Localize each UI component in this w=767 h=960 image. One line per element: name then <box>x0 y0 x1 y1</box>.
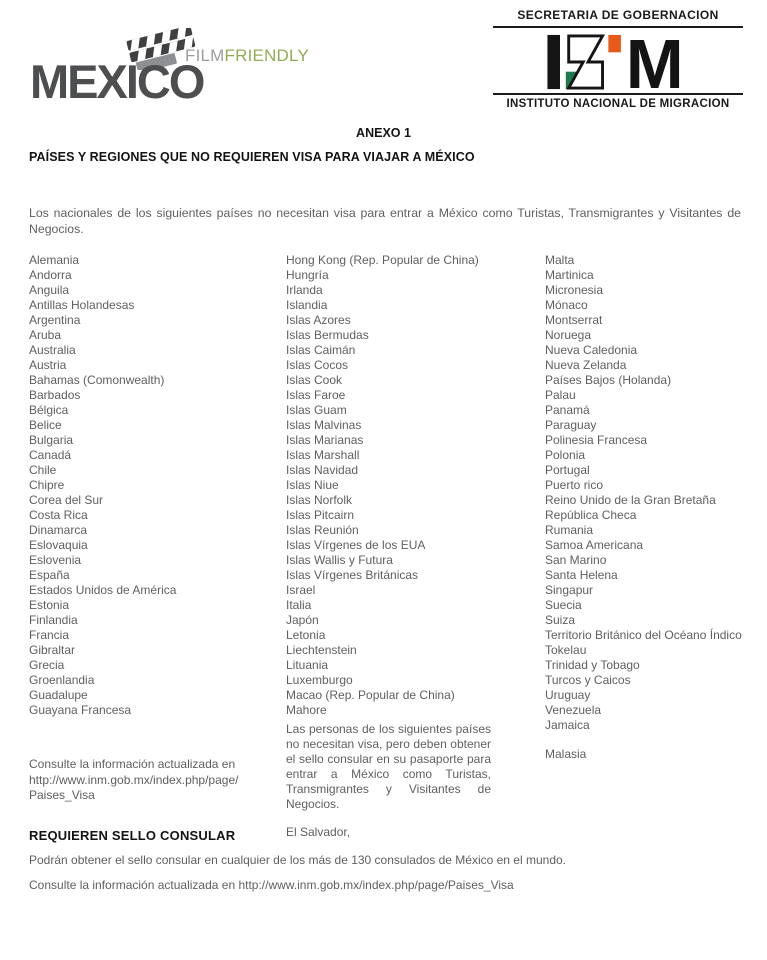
list-item: Islas Reunión <box>286 523 359 537</box>
list-item: Finlandia <box>29 613 78 627</box>
list-item: Eslovaquia <box>29 538 88 552</box>
list-item: Palau <box>545 388 576 402</box>
list-item: Letonia <box>286 628 326 642</box>
list-item: Islas Niue <box>286 478 339 492</box>
list-item: Guayana Francesa <box>29 703 132 717</box>
list-item: Islas Vírgenes de los EUA <box>286 538 426 552</box>
list-item: Noruega <box>545 328 592 342</box>
malasia-item: Malasia <box>545 747 587 761</box>
list-item: Malta <box>545 253 575 267</box>
list-item: Costa Rica <box>29 508 88 522</box>
list-item: Samoa Americana <box>545 538 644 552</box>
list-item: Guadalupe <box>29 688 88 702</box>
list-item: Islas Azores <box>286 313 351 327</box>
consular-stamp-note: Las personas de los siguientes países no necesitan visa, pero deben obtener el sello consular en su pasaporte para entrar a México como Turistas, Transmigrantes y Visitantes de Negocios. <box>286 722 491 811</box>
list-item: Santa Helena <box>545 568 618 582</box>
list-item: Islas Malvinas <box>286 418 362 432</box>
consulates-line: Podrán obtener el sello consular en cualquier de los más de 130 consulados de México en el mundo. <box>29 853 566 867</box>
page-title: ANEXO 1 <box>356 126 411 140</box>
list-item: Islandia <box>286 298 328 312</box>
list-item: Panamá <box>545 403 590 417</box>
list-item: España <box>29 568 70 582</box>
consular-stamp-heading: REQUIEREN SELLO CONSULAR <box>29 828 236 843</box>
filmfriendly-label <box>185 46 309 66</box>
list-item: Antillas Holandesas <box>29 298 135 312</box>
divider-line <box>493 93 743 95</box>
country-column-3 <box>545 253 745 761</box>
film-label: FILM <box>185 46 225 65</box>
list-item: Nueva Caledonia <box>545 343 638 357</box>
list-item: Micronesia <box>545 283 604 297</box>
list-item: Estonia <box>29 598 70 612</box>
list-item: Aruba <box>29 328 62 342</box>
inm-logo <box>543 33 693 91</box>
list-item: Jamaica <box>545 718 590 732</box>
list-item: Trinidad y Tobago <box>545 658 640 672</box>
list-item: Uruguay <box>545 688 591 702</box>
list-item: Anguila <box>29 283 70 297</box>
list-item: Irlanda <box>286 283 323 297</box>
list-item: Islas Caimán <box>286 343 356 357</box>
country-list-3 <box>545 253 745 733</box>
list-item: Japón <box>286 613 319 627</box>
list-item: Venezuela <box>545 703 602 717</box>
list-item: Islas Vírgenes Británicas <box>286 568 419 582</box>
list-item: Grecia <box>29 658 65 672</box>
list-item: Barbados <box>29 388 81 402</box>
list-item: Islas Cook <box>286 373 343 387</box>
list-item: Italia <box>286 598 312 612</box>
list-item: Hong Kong (Rep. Popular de China) <box>286 253 479 267</box>
list-item: Puerto rico <box>545 478 604 492</box>
list-item: Martinica <box>545 268 594 282</box>
el-salvador-item: El Salvador, <box>286 825 351 839</box>
list-item: Islas Bermudas <box>286 328 369 342</box>
list-item: Islas Guam <box>286 403 347 417</box>
list-item: Australia <box>29 343 76 357</box>
list-item: Bélgica <box>29 403 69 417</box>
list-item: Turcos y Caicos <box>545 673 631 687</box>
list-item: Países Bajos (Holanda) <box>545 373 672 387</box>
list-item: Israel <box>286 583 316 597</box>
list-item: Reino Unido de la Gran Bretaña <box>545 493 716 507</box>
list-item: República Checa <box>545 508 637 522</box>
list-item: Suiza <box>545 613 576 627</box>
list-item: Luxemburgo <box>286 673 353 687</box>
list-item: Francia <box>29 628 70 642</box>
list-item: Bulgaria <box>29 433 74 447</box>
filmfriendly-mexico-logo <box>30 28 309 108</box>
list-item: Gibraltar <box>29 643 76 657</box>
list-item: Hungría <box>286 268 329 282</box>
list-item: Liechtenstein <box>286 643 357 657</box>
list-item: Polinesia Francesa <box>545 433 648 447</box>
inm-header <box>493 8 743 110</box>
list-item: Lituania <box>286 658 329 672</box>
country-column-2 <box>286 253 545 839</box>
list-item: Montserrat <box>545 313 603 327</box>
list-item: Islas Marianas <box>286 433 364 447</box>
list-item: Chile <box>29 463 57 477</box>
list-item: Islas Faroe <box>286 388 346 402</box>
friendly-label: FRIENDLY <box>224 46 309 65</box>
list-item: Bahamas (Comonwealth) <box>29 373 165 387</box>
list-item: Islas Pitcairn <box>286 508 355 522</box>
list-item: Mónaco <box>545 298 588 312</box>
list-item: Singapur <box>545 583 594 597</box>
list-item: Argentina <box>29 313 81 327</box>
list-item: Islas Norfolk <box>286 493 353 507</box>
list-item: Territorio Británico del Océano Índico <box>545 628 742 642</box>
list-item: Islas Cocos <box>286 358 349 372</box>
list-item: Islas Marshall <box>286 448 360 462</box>
update-note-footer: Consulte la información actualizada en http://www.inm.gob.mx/index.php/page/Paises_Visa <box>29 878 514 892</box>
list-item: Austria <box>29 358 67 372</box>
list-item: Nueva Zelanda <box>545 358 627 372</box>
list-item: Eslovenia <box>29 553 82 567</box>
list-item: Belice <box>29 418 62 432</box>
secretaria-title: SECRETARIA DE GOBERNACION <box>517 8 719 22</box>
list-item: Canadá <box>29 448 72 462</box>
list-item: Polonia <box>545 448 586 462</box>
mexico-wordmark: MEXICO <box>30 55 204 108</box>
list-item: Groenlandia <box>29 673 95 687</box>
list-item: Chipre <box>29 478 65 492</box>
divider-line <box>493 26 743 28</box>
list-item: Portugal <box>545 463 590 477</box>
list-item: Tokelau <box>545 643 587 657</box>
list-item: Alemania <box>29 253 80 267</box>
country-columns <box>29 253 745 839</box>
svg-text:M: M <box>625 33 684 91</box>
list-item: Mahore <box>286 703 327 717</box>
page-subtitle: PAÍSES Y REGIONES QUE NO REQUIEREN VISA PARA VIAJAR A MÉXICO <box>29 150 475 164</box>
country-list-2 <box>286 253 545 718</box>
list-item: Suecia <box>545 598 582 612</box>
list-item: Islas Navidad <box>286 463 359 477</box>
intro-paragraph: Los nacionales de los siguientes países no necesitan visa para entrar a México como Turistas, Transmigrantes y Visitantes de Negocios. <box>29 206 741 236</box>
list-item: Rumania <box>545 523 594 537</box>
country-list-1 <box>29 253 286 718</box>
list-item: Andorra <box>29 268 72 282</box>
update-note-column1: Consulte la información actualizada en http://www.inm.gob.mx/index.php/page/Paises_Visa <box>29 757 239 802</box>
list-item: Islas Wallis y Futura <box>286 553 393 567</box>
list-item: Macao (Rep. Popular de China) <box>286 688 455 702</box>
list-item: Dinamarca <box>29 523 88 537</box>
list-item: Estados Unidos de América <box>29 583 177 597</box>
instituto-title: INSTITUTO NACIONAL DE MIGRACION <box>506 98 730 110</box>
country-column-1 <box>29 253 286 804</box>
list-item: San Marino <box>545 553 607 567</box>
list-item: Paraguay <box>545 418 597 432</box>
list-item: Corea del Sur <box>29 493 104 507</box>
